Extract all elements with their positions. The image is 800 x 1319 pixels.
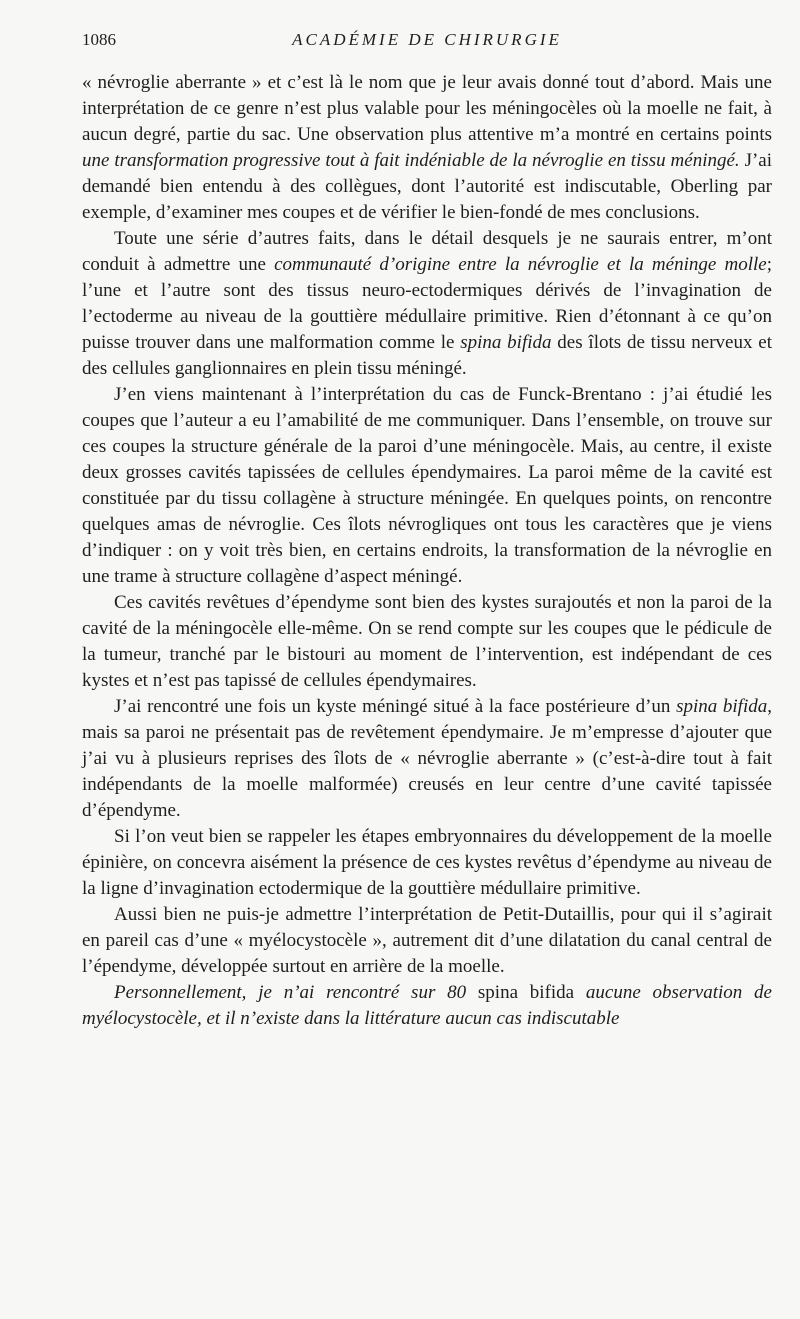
text-run: Si l’on veut bien se rappeler les étapes embryonnaires du développement de la moelle épinière, on concevra aisément la présence de ces kystes revêtus d’épendyme au niveau de la ligne d’invagination ectodermique de la gouttière médullaire primitive. bbox=[82, 826, 772, 899]
paragraph bbox=[82, 70, 772, 226]
text-run: « névroglie aberrante » et c’est là le nom que je leur avais donné tout d’abord. Mais une interprétation de ce genre n’est plus valable pour les méningocèles où la moelle ne fait, à aucun degré, partie du sac. Une observation plus attentive m’a montré en certains points bbox=[82, 72, 772, 145]
paragraph bbox=[82, 382, 772, 590]
paragraph bbox=[82, 824, 772, 902]
page-number: 1086 bbox=[82, 30, 116, 49]
text-run: Aussi bien ne puis-je admettre l’interprétation de Petit-Dutaillis, pour qui il s’agirait en pareil cas d’une « myélocystocèle », autrement dit d’une dilatation du canal central de l’épendyme, développée surtout en arrière de la moelle. bbox=[82, 904, 772, 977]
text-run: , mais sa paroi ne présentait pas de revêtement épendymaire. Je m’empresse d’ajouter que j’ai vu à plusieurs reprises des îlots de « névroglie aberrante » (c’est-à-dire tout à fait indépendants de la moelle malformée) creusés en leur centre d’une cavité tapissée d’épendyme. bbox=[82, 696, 772, 821]
text-run: J’en viens maintenant à l’interprétation du cas de Funck-Brentano : j’ai étudié les coupes que l’auteur a eu l’amabilité de me communiquer. Dans l’ensemble, on trouve sur ces coupes la structure générale de la paroi d’une méningocèle. Mais, au centre, il existe deux grosses cavités tapissées de cellules épendymaires. La paroi même de la cavité est constituée par du tissu collagène à structure méningée. En quelques points, on rencontre quelques amas de névroglie. Ces îlots névrogliques ont tous les caractères que je viens d’indiquer : on y voit très bien, en certains endroits, la transformation de la névroglie en une trame à structure collagène d’aspect méningé. bbox=[82, 384, 772, 587]
paragraph bbox=[82, 980, 772, 1032]
page-header bbox=[82, 30, 772, 56]
body-text bbox=[82, 70, 772, 1032]
italic-text: aucune observation de myélocystocèle, et il n’existe dans la littérature aucun cas indiscutable bbox=[82, 982, 772, 1029]
paragraph bbox=[82, 902, 772, 980]
running-title: ACADÉMIE DE CHIRURGIE bbox=[292, 30, 562, 49]
italic-text: spina bifida bbox=[676, 696, 768, 717]
italic-text: spina bifida bbox=[460, 332, 552, 353]
text-run: J’ai rencontré une fois un kyste méningé situé à la face postérieure d’un bbox=[114, 696, 677, 717]
text-run: J’ai demandé bien entendu à des collègues, dont l’autorité est indiscutable, Oberling par exemple, d’examiner mes coupes et de vérifier le bien-fondé de mes conclusions. bbox=[82, 150, 772, 223]
paragraph bbox=[82, 226, 772, 382]
paragraph bbox=[82, 694, 772, 824]
text-run: spina bifida bbox=[466, 982, 586, 1003]
text-run: Toute une série d’autres faits, dans le détail desquels je ne saurais entrer, m’ont conduit à admettre une bbox=[82, 228, 772, 275]
paragraph bbox=[82, 590, 772, 694]
text-run: des îlots de tissu nerveux et des cellules ganglionnaires en plein tissu méningé. bbox=[82, 332, 772, 379]
italic-text: une transformation progressive tout à fait indéniable de la névroglie en tissu méningé. bbox=[82, 150, 740, 171]
italic-text: communauté d’origine entre la névroglie et la méninge molle bbox=[274, 254, 767, 275]
text-run: Ces cavités revêtues d’épendyme sont bien des kystes surajoutés et non la paroi de la cavité de la méningocèle elle-même. On se rend compte sur les coupes que le pédicule de la tumeur, tranché par le bistouri au moment de l’intervention, est indépendant de ces kystes et n’est pas tapissé de cellules épendymaires. bbox=[82, 592, 772, 691]
italic-text: Personnellement, je n’ai rencontré sur 80 bbox=[114, 982, 467, 1003]
text-run: ; l’une et l’autre sont des tissus neuro-ectodermiques dérivés de l’invagination de l’ectoderme au niveau de la gouttière médullaire primitive. Rien d’étonnant à ce qu’on puisse trouver dans une malformation comme le bbox=[82, 254, 772, 353]
